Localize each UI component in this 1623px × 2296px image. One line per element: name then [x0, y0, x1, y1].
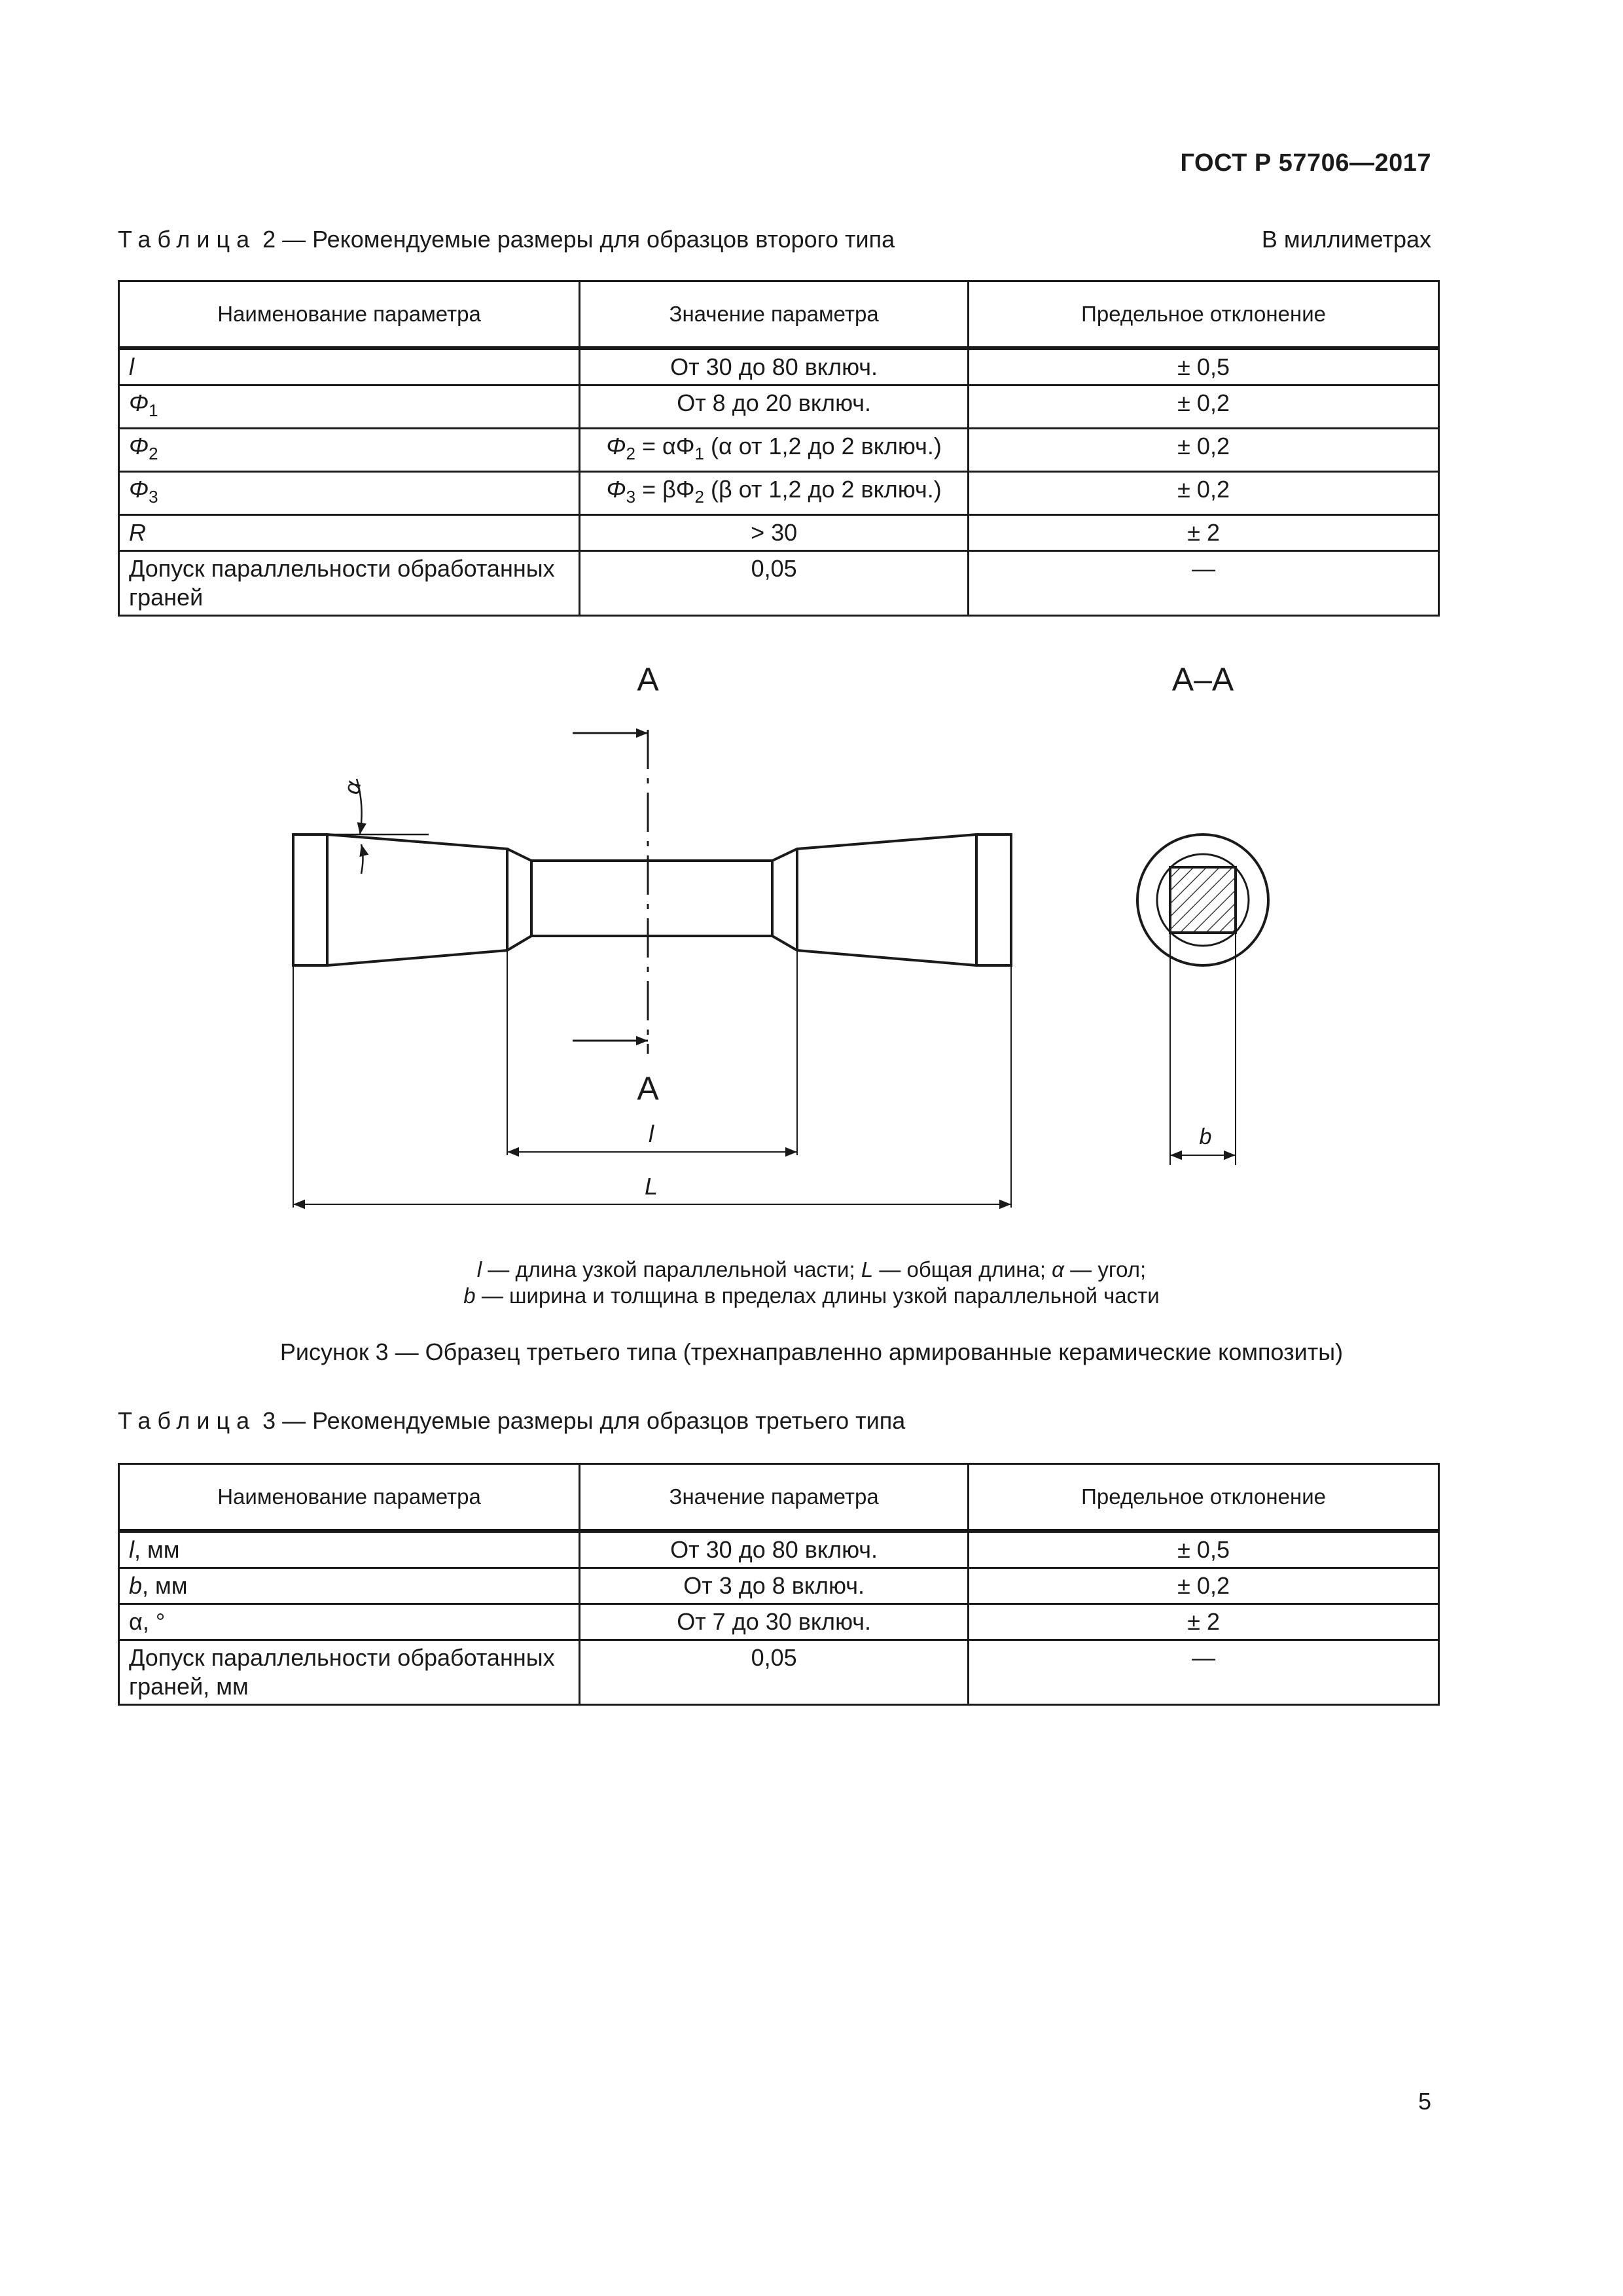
legend-symbol: L — [861, 1257, 874, 1282]
table3-caption — [118, 1407, 905, 1435]
param-cell — [119, 386, 580, 429]
table-row — [119, 1568, 1439, 1604]
table2-units: В миллиметрах — [1261, 226, 1431, 253]
section-view-title: А–А — [1171, 661, 1234, 698]
param-unit: , мм — [134, 1536, 180, 1563]
specimen-drawing — [0, 648, 1623, 1257]
param-cell: Допуск параллельности обработанных граней — [119, 551, 580, 616]
table-row — [119, 1532, 1439, 1568]
legend-text: — длина узкой параллельной части; — [482, 1257, 861, 1282]
param-unit: , мм — [142, 1572, 188, 1599]
specimen-outline — [293, 834, 1011, 965]
tolerance-cell: ± 0,2 — [969, 1568, 1439, 1604]
param-symbol: Φ — [129, 389, 149, 416]
param-cell — [119, 429, 580, 472]
value-cell: 0,05 — [580, 1640, 969, 1705]
table3-caption-word: Таблица — [118, 1407, 257, 1434]
param-cell — [119, 1532, 580, 1568]
dim-L-label: L — [644, 1173, 658, 1200]
value-cell: От 7 до 30 включ. — [580, 1604, 969, 1640]
param-cell: R — [119, 515, 580, 551]
value-subscript: 3 — [626, 487, 636, 507]
tolerance-cell: ± 0,2 — [969, 429, 1439, 472]
section-label-top: А — [637, 661, 659, 698]
value-subscript: 2 — [694, 487, 704, 507]
table-row — [119, 515, 1439, 551]
tolerance-cell: ± 2 — [969, 515, 1439, 551]
param-subscript: 2 — [149, 444, 158, 463]
document-code: ГОСТ Р 57706—2017 — [1180, 149, 1431, 177]
alpha-label: α — [339, 779, 366, 797]
tolerance-cell: ± 0,2 — [969, 386, 1439, 429]
table2-header-param: Наименование параметра — [119, 281, 580, 348]
table-row — [119, 1640, 1439, 1705]
param-cell — [119, 472, 580, 515]
table-row — [119, 350, 1439, 386]
value-subscript: 2 — [626, 444, 635, 463]
param-symbol: l — [129, 1536, 134, 1563]
param-symbol: b — [129, 1572, 143, 1599]
table-row — [119, 386, 1439, 429]
tolerance-cell: ± 0,5 — [969, 350, 1439, 386]
param-subscript: 1 — [149, 401, 158, 420]
section-square — [1170, 867, 1236, 933]
table2 — [118, 280, 1440, 617]
figure-legend-line-1 — [0, 1257, 1623, 1283]
param-symbol: Φ — [129, 476, 149, 503]
table-row — [119, 429, 1439, 472]
value-cell: От 30 до 80 включ. — [580, 350, 969, 386]
value-range: (β от 1,2 до 2 включ.) — [704, 476, 942, 503]
table3-header-param: Наименование параметра — [119, 1464, 580, 1530]
tolerance-cell: ± 0,2 — [969, 472, 1439, 515]
value-cell: От 3 до 8 включ. — [580, 1568, 969, 1604]
legend-text: — ширина и толщина в пределах длины узкой параллельной части — [475, 1283, 1160, 1308]
legend-symbol: α — [1052, 1257, 1064, 1282]
value-formula: = βΦ — [635, 476, 695, 503]
value-cell: 0,05 — [580, 551, 969, 616]
table3-header-tolerance: Предельное отклонение — [969, 1464, 1439, 1530]
table2-caption — [118, 226, 895, 253]
value-subscript: 1 — [694, 444, 704, 463]
value-cell: От 8 до 20 включ. — [580, 386, 969, 429]
value-symbol: Φ — [606, 433, 626, 459]
table2-header-row — [119, 281, 1439, 348]
table2-caption-text: 2 — Рекомендуемые размеры для образцов второго типа — [256, 226, 895, 253]
page-number: 5 — [1418, 2088, 1431, 2115]
value-symbol: Φ — [606, 476, 626, 503]
value-cell: > 30 — [580, 515, 969, 551]
tolerance-cell: ± 0,5 — [969, 1532, 1439, 1568]
param-cell: α, ° — [119, 1604, 580, 1640]
param-cell: l — [119, 350, 580, 386]
value-range: (α от 1,2 до 2 включ.) — [704, 433, 942, 459]
value-cell — [580, 472, 969, 515]
figure-caption: Рисунок 3 — Образец третьего типа (трехнаправленно армированные керамические композиты) — [279, 1338, 1344, 1365]
tolerance-cell: ± 2 — [969, 1604, 1439, 1640]
table3-header-value: Значение параметра — [580, 1464, 969, 1530]
table-row — [119, 1604, 1439, 1640]
value-cell: От 30 до 80 включ. — [580, 1532, 969, 1568]
table-row — [119, 551, 1439, 616]
angle-dimension — [327, 779, 429, 874]
param-cell: Допуск параллельности обработанных граней, мм — [119, 1640, 580, 1705]
table2-header-value: Значение параметра — [580, 281, 969, 348]
dim-l-label: l — [649, 1121, 654, 1147]
table2-header-tolerance: Предельное отклонение — [969, 281, 1439, 348]
table3 — [118, 1463, 1440, 1706]
tolerance-cell: — — [969, 1640, 1439, 1705]
figure-legend-line-2 — [0, 1283, 1623, 1309]
table3-header-row — [119, 1464, 1439, 1530]
value-cell — [580, 429, 969, 472]
dim-b-label: b — [1199, 1124, 1212, 1149]
table2-caption-word: Таблица — [118, 226, 257, 253]
legend-symbol: b — [463, 1283, 476, 1308]
table3-caption-text: 3 — Рекомендуемые размеры для образцов третьего типа — [256, 1407, 906, 1434]
param-subscript: 3 — [149, 487, 158, 507]
tolerance-cell: — — [969, 551, 1439, 616]
legend-text: — общая длина; — [873, 1257, 1052, 1282]
legend-symbol: l — [476, 1257, 482, 1282]
param-symbol: Φ — [129, 433, 149, 459]
param-cell — [119, 1568, 580, 1604]
value-formula: = αΦ — [635, 433, 695, 459]
section-label-bottom: А — [637, 1070, 659, 1107]
table-row — [119, 472, 1439, 515]
legend-text: — угол; — [1064, 1257, 1147, 1282]
